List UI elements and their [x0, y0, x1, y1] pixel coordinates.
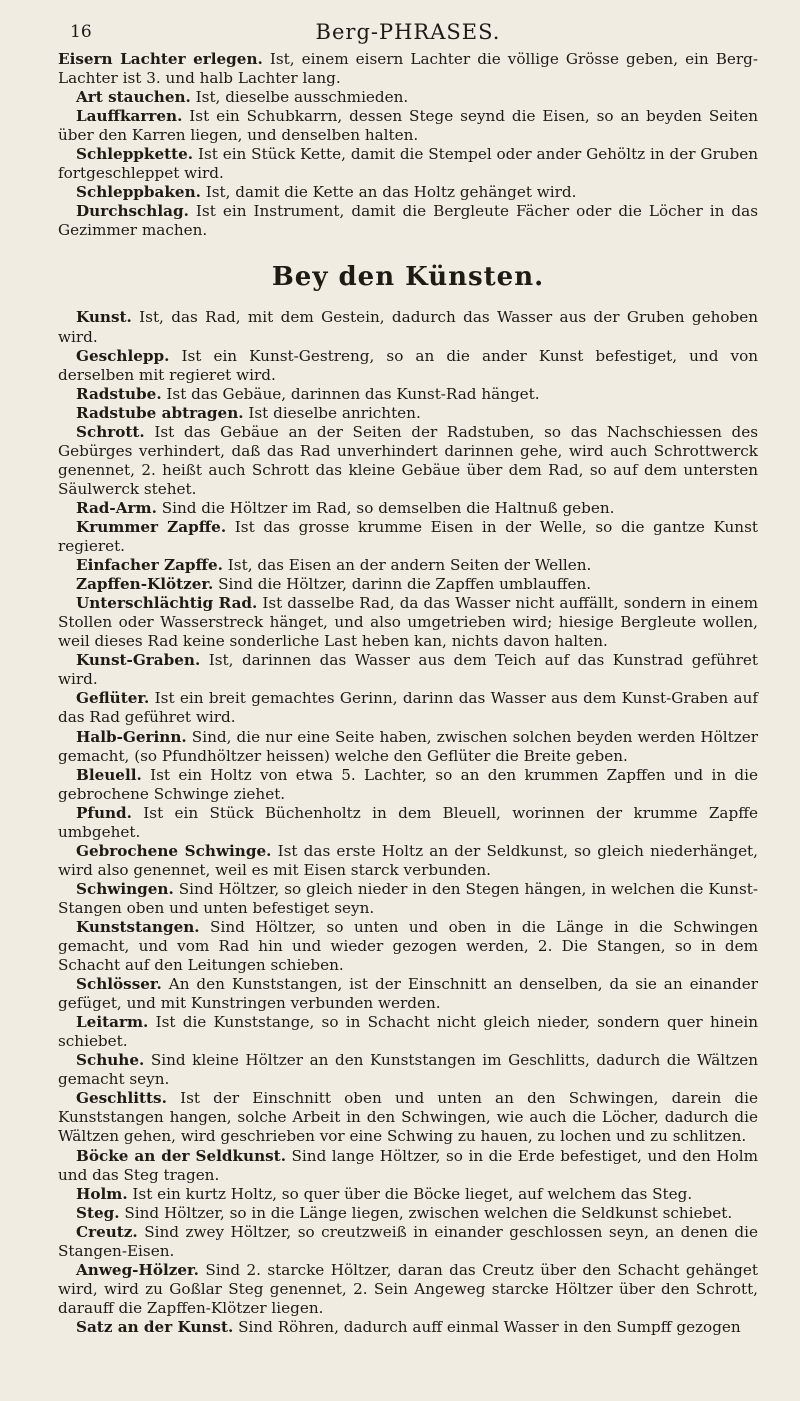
entry-headword: Bleuell. [76, 765, 142, 784]
entry-definition: Ist dasselbe Rad, da das Wasser nicht auffällt, sondern in einem Stollen oder Wasserstreck hänget, und also umgetrieben wird; hiesige Bergleute wollen, weil dieses Rad keine sonderliche Last heben kan, nichts davon halten. [58, 594, 758, 651]
entry-definition: Ist die Kunststange, so in Schacht nicht gleich nieder, sondern quer hinein schiebet. [58, 1013, 758, 1051]
entry-definition: Ist, darinnen das Wasser aus dem Teich auf das Kunstrad geführet wird. [58, 651, 758, 689]
glossary-entry [58, 1261, 758, 1318]
entry-headword: Creutz. [76, 1222, 138, 1241]
glossary-entry [58, 1223, 758, 1261]
entry-definition: Ist ein kurtz Holtz, so quer über die Böcke lieget, auf welchem das Steg. [127, 1184, 693, 1203]
glossary-entry [58, 575, 758, 594]
glossary-entry [58, 107, 758, 145]
glossary-entry [58, 728, 758, 766]
entry-definition: Sind die Höltzer, darinn die Zapffen umblauffen. [213, 575, 592, 594]
entry-headword: Schuhe. [76, 1051, 145, 1070]
entry-headword: Eisern Lachter erlegen. [58, 50, 263, 68]
entry-headword: Böcke an der Seldkunst. [76, 1146, 286, 1165]
glossary-entry [58, 183, 758, 202]
glossary-entry [58, 404, 758, 423]
entry-definition: Sind kleine Höltzer an den Kunststangen im Geschlitts, dadurch die Wältzen gemacht seyn. [58, 1051, 758, 1089]
glossary-entry [58, 145, 758, 183]
glossary-entry [58, 518, 758, 556]
glossary-entry [58, 689, 758, 727]
section-heading: Bey den Künsten. [271, 262, 545, 293]
glossary-entry [58, 766, 758, 804]
entry-headword: Kunst-Graben. [76, 651, 201, 670]
entry-definition: Ist das Gebäue an der Seiten der Radstuben, so das Nachschiessen des Gebürges verhindert, daß das Rad unverhindert darinnen gehe, wird auch Schrottwerck genennet, 2. heißt auch Schrott das kleine Gebäue über dem Rad, so auf dem untersten Säulwerck stehet. [58, 422, 758, 498]
entry-definition: Ist ein Instrument, damit die Bergleute Fächer oder die Löcher in das Gezimmer machen. [58, 202, 758, 240]
entry-headword: Radstube. [76, 384, 162, 403]
entry-headword: Lauffkarren. [76, 107, 183, 126]
entry-headword: Pfund. [76, 803, 132, 822]
entry-headword: Halb-Gerinn. [76, 727, 187, 746]
glossary-entry [58, 50, 758, 88]
entry-headword: Gebrochene Schwinge. [76, 841, 272, 860]
glossary-entry [58, 347, 758, 385]
entry-headword: Zapffen-Klötzer. [76, 575, 214, 594]
glossary-entry [58, 1318, 758, 1337]
glossary-entry [58, 423, 758, 499]
entry-definition: Sind, die nur eine Seite haben, zwischen solchen beyden werden Höltzer gemacht, (so Pfundhöltzer heissen) welche den Geflüter die Breite geben. [58, 727, 758, 765]
entry-headword: Kunst. [76, 308, 132, 327]
entry-definition: Ist ein Schubkarrn, dessen Stege seynd die Eisen, so an beyden Seiten über den Karren liegen, und denselben halten. [58, 107, 758, 145]
glossary-entry [58, 1051, 758, 1089]
entry-headword: Schleppkette. [76, 145, 194, 164]
entry-headword: Einfacher Zapffe. [76, 556, 223, 575]
glossary-entry [58, 880, 758, 918]
glossary-entry [58, 499, 758, 518]
glossary-entry [58, 1013, 758, 1051]
entry-definition: An den Kunststangen, ist der Einschnitt an denselben, da sie an einander gefüget, und mit Kunstringen verbunden werden. [58, 975, 758, 1013]
entry-headword: Kunststangen. [76, 917, 200, 936]
entry-definition: Sind 2. starcke Höltzer, daran das Creutz über den Schacht gehänget wird, wird zu Goßlar Steg genennet, 2. Sein Angeweg starcke Höltzer über den Schrott, darauff die Zapffen-Klötzer liegen. [58, 1260, 758, 1317]
entries-top [58, 50, 758, 240]
entry-definition: Ist, das Rad, mit dem Gestein, dadurch das Wasser aus der Gruben gehoben wird. [58, 308, 758, 346]
entry-definition: Sind zwey Höltzer, so creutzweiß in einander geschlossen seyn, an denen die Stangen-Eisen. [58, 1222, 758, 1260]
entry-definition: Ist ein Kunst-Gestreng, so an die ander Kunst befestiget, und von derselben mit regieret wird. [58, 346, 758, 384]
glossary-entry [58, 804, 758, 842]
entry-headword: Schleppbaken. [76, 183, 201, 202]
entry-definition: Sind Höltzer, so gleich nieder in den Stegen hängen, in welchen die Kunst-Stangen oben und unten befestiget seyn. [58, 879, 758, 917]
running-title: Berg-PHRASES. [315, 20, 501, 44]
entry-definition: Sind Röhren, dadurch auff einmal Wasser in den Sumpff gezogen [233, 1317, 741, 1336]
entry-headword: Rad-Arm. [76, 498, 157, 517]
entry-definition: Ist, das Eisen an der andern Seiten der Wellen. [222, 556, 592, 575]
glossary-entry [58, 308, 758, 346]
entry-definition: Ist der Einschnitt oben und unten an den Schwingen, darein die Kunststangen hangen, solche Arbeit in den Schwingen, wie auch die Löcher, dadurch die Wältzen gehen, wird geschrieben vor eine Schwing zu hauen, zu lochen und zu schlitzen. [58, 1089, 758, 1146]
entry-definition: Ist das grosse krumme Eisen in der Welle, so die gantze Kunst regieret. [58, 517, 758, 556]
entry-headword: Radstube abtragen. [76, 403, 244, 422]
entry-headword: Geschlepp. [76, 346, 170, 365]
glossary-entry [58, 918, 758, 975]
entry-definition: Ist, dieselbe ausschmieden. [190, 88, 409, 107]
entry-definition: Ist das erste Holtz an der Seldkunst, so gleich niederhänget, wird also genennet, weil es mit Eisen starck verbunden. [58, 841, 758, 879]
glossary-entry [58, 202, 758, 240]
glossary-entry [58, 88, 758, 107]
entry-headword: Steg. [76, 1203, 120, 1222]
entry-headword: Geschlitts. [76, 1089, 167, 1108]
glossary-entry [58, 842, 758, 880]
entry-definition: Sind Höltzer, so unten und oben in die Länge in die Schwingen gemacht, und vom Rad hin und wieder gezogen werden, 2. Die Stangen, so in dem Schacht auf den Leitungen schieben. [58, 917, 758, 975]
glossary-entry [58, 556, 758, 575]
entry-headword: Unterschlächtig Rad. [76, 594, 258, 613]
entry-headword: Schrott. [76, 422, 145, 441]
entry-definition: Ist ein Stück Büchenholtz in dem Bleuell, worinnen der krumme Zapffe umbgehet. [58, 803, 758, 841]
entry-definition: Ist ein Holtz von etwa 5. Lachter, so an den krummen Zapffen und in die gebrochene Schwinge ziehet. [58, 765, 758, 803]
glossary-entry [58, 975, 758, 1013]
entry-headword: Schwingen. [76, 879, 174, 898]
glossary-entry [58, 651, 758, 689]
entry-headword: Art stauchen. [76, 88, 191, 107]
glossary-entry [58, 594, 758, 651]
glossary-entry [58, 1204, 758, 1223]
entry-headword: Satz an der Kunst. [76, 1317, 234, 1336]
entry-headword: Holm. [76, 1184, 128, 1203]
glossary-entry [58, 1089, 758, 1146]
entry-definition: Sind die Höltzer im Rad, so demselben die Haltnuß geben. [156, 498, 615, 517]
glossary-entry [58, 1147, 758, 1185]
entry-headword: Durchschlag. [76, 202, 189, 221]
entry-headword: Geflüter. [76, 689, 150, 708]
entry-definition: Ist ein breit gemachtes Gerinn, darinn das Wasser aus dem Kunst-Graben auf das Rad geführet wird. [58, 689, 758, 727]
entry-definition: Sind lange Höltzer, so in die Erde befestiget, und den Holm und das Steg tragen. [58, 1146, 758, 1184]
entry-headword: Schlösser. [76, 975, 162, 994]
entry-definition: Ist das Gebäue, darinnen das Kunst-Rad hänget. [161, 384, 540, 403]
entry-headword: Krummer Zapffe. [76, 517, 227, 536]
glossary-entry [58, 1185, 758, 1204]
entry-headword: Anweg-Hölzer. [76, 1260, 199, 1279]
page-number: 16 [70, 22, 92, 42]
entry-definition: Ist, einem eisern Lachter die völlige Grösse geben, ein Berg-Lachter ist 3. und halb Lachter lang. [58, 50, 759, 88]
entry-definition: Ist, damit die Kette an das Holtz gehänget wird. [200, 183, 577, 202]
glossary-entry [58, 385, 758, 404]
entry-definition: Sind Höltzer, so in die Länge liegen, zwischen welchen die Seldkunst schiebet. [119, 1203, 733, 1222]
entry-definition: Ist ein Stück Kette, damit die Stempel oder ander Gehöltz in der Gruben fortgeschleppet wird. [58, 145, 758, 183]
entry-definition: Ist dieselbe anrichten. [243, 403, 421, 422]
entries-bottom [58, 308, 758, 1337]
entry-headword: Leitarm. [76, 1013, 149, 1032]
running-head [58, 20, 758, 50]
